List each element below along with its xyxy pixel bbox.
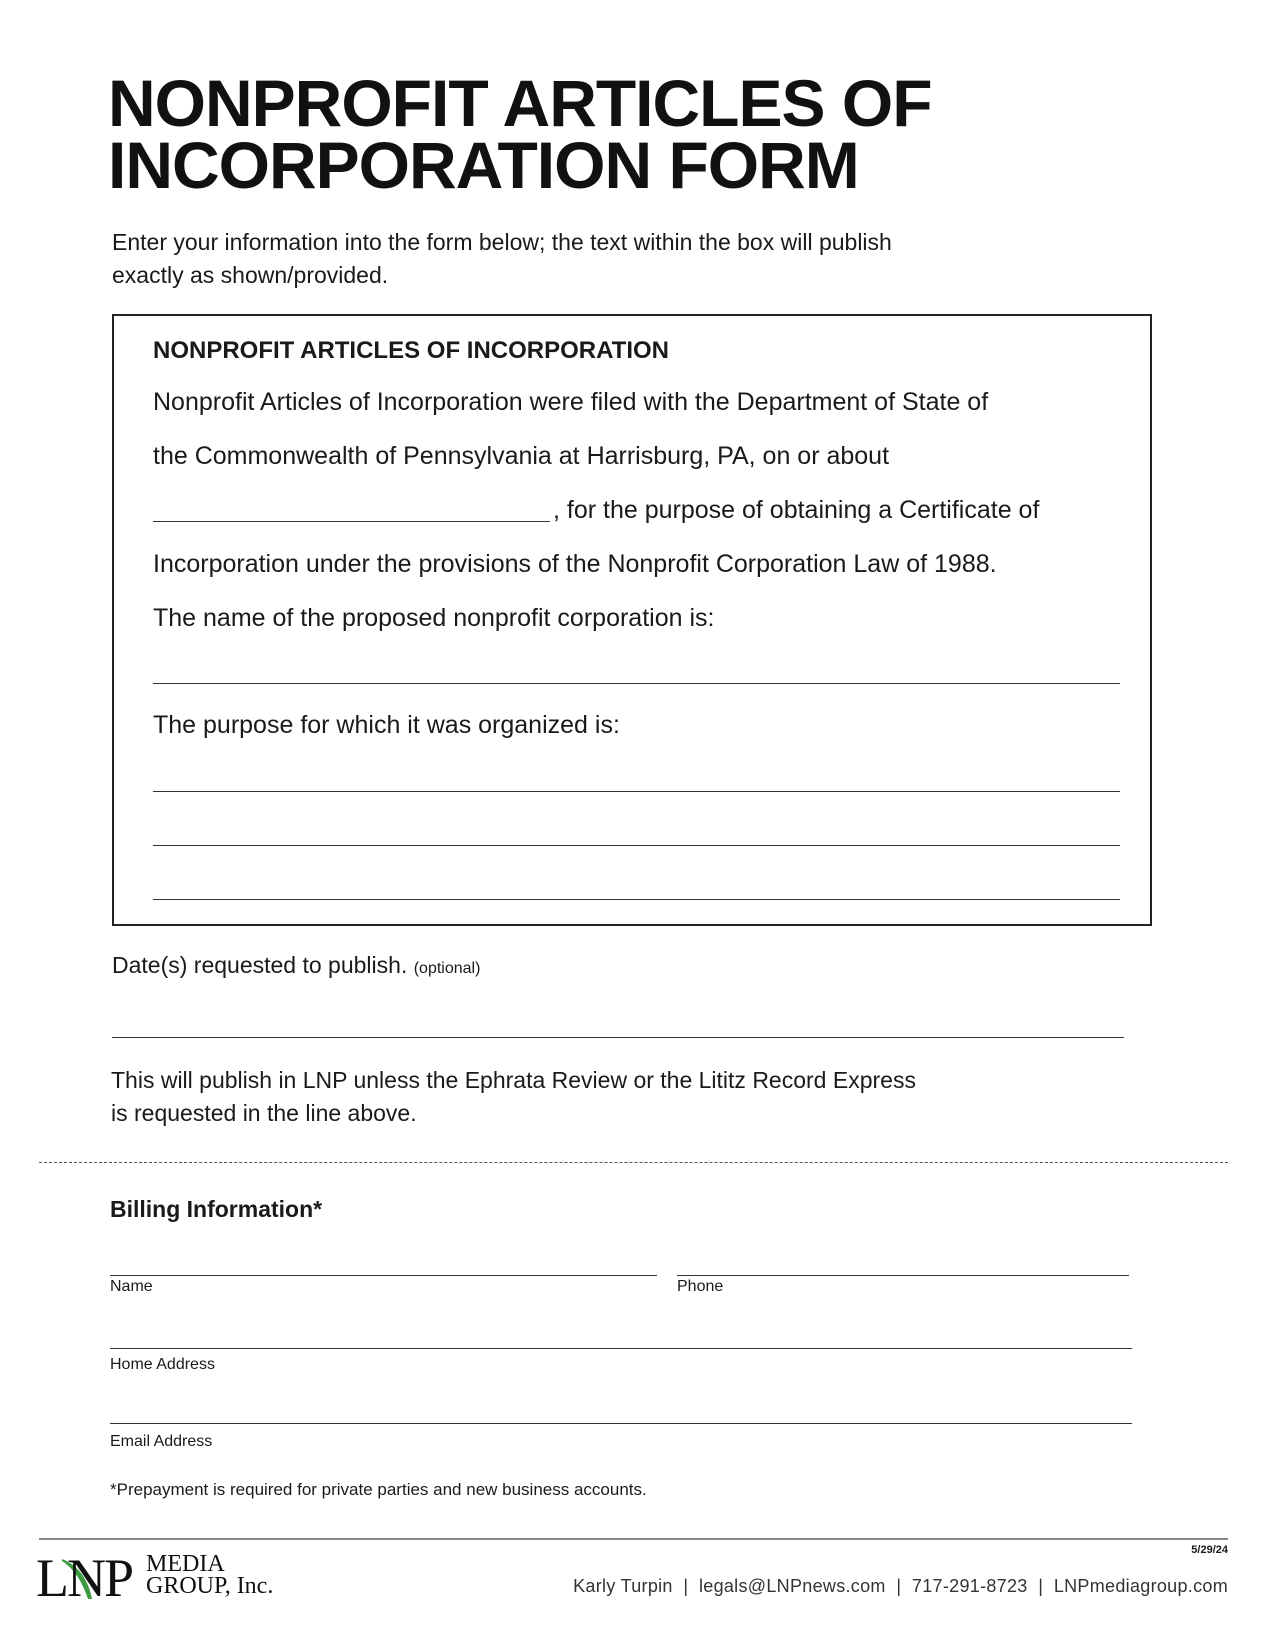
home-address-field[interactable] <box>110 1348 1132 1349</box>
logo-lnp-text: LNP <box>36 1548 133 1608</box>
name-prompt: The name of the proposed nonprofit corporation is: <box>153 604 715 632</box>
title-line: INCORPORATION FORM <box>108 128 859 202</box>
billing-heading: Billing Information* <box>110 1196 323 1222</box>
publish-note-line: This will publish in LNP unless the Ephrata Review or the Lititz Record Express <box>111 1067 916 1093</box>
intro-line: exactly as shown/provided. <box>112 262 389 288</box>
footer-contact <box>573 1576 1228 1597</box>
publish-note <box>111 1064 916 1130</box>
intro-line: Enter your information into the form below; the text within the box will publish <box>112 229 892 255</box>
box-heading: NONPROFIT ARTICLES OF INCORPORATION <box>153 337 669 364</box>
publish-note-line: is requested in the line above. <box>111 1100 417 1126</box>
footer-divider <box>39 1538 1228 1540</box>
box-line: Incorporation under the provisions of the Nonprofit Corporation Law of 1988. <box>153 550 997 578</box>
purpose-field-line-2[interactable] <box>153 845 1120 846</box>
purpose-field-line-3[interactable] <box>153 899 1120 900</box>
purpose-prompt: The purpose for which it was organized is: <box>153 711 620 739</box>
dates-field[interactable] <box>112 1037 1124 1038</box>
prepayment-note: *Prepayment is required for private parties and new business accounts. <box>110 1480 647 1499</box>
optional-tag: (optional) <box>413 960 481 977</box>
website-link[interactable]: LNPmediagroup.com <box>1053 1576 1228 1596</box>
cut-line-divider <box>39 1162 1228 1163</box>
separator: | <box>683 1576 689 1596</box>
box-line: Nonprofit Articles of Incorporation were filed with the Department of State of <box>153 388 989 416</box>
box-line: the Commonwealth of Pennsylvania at Harrisburg, PA, on or about <box>153 442 890 470</box>
email-address-label: Email Address <box>110 1433 213 1450</box>
title-line: NONPROFIT ARTICLES OF <box>108 66 932 140</box>
logo-group-text: GROUP, Inc. <box>146 1573 274 1599</box>
logo-media-text: MEDIA <box>146 1551 225 1577</box>
revision-date: 5/29/24 <box>1191 1544 1228 1556</box>
phone-label: Phone <box>677 1278 724 1295</box>
contact-phone: 717-291-8723 <box>911 1576 1028 1596</box>
name-label: Name <box>110 1278 153 1295</box>
home-address-label: Home Address <box>110 1356 215 1373</box>
box-line: , for the purpose of obtaining a Certificate of <box>553 496 1040 524</box>
billing-name-field[interactable] <box>110 1275 657 1276</box>
dates-label <box>112 952 480 979</box>
separator: | <box>1038 1576 1044 1596</box>
contact-email-link[interactable]: legals@LNPnews.com <box>698 1576 886 1596</box>
separator: | <box>896 1576 902 1596</box>
purpose-field-line-1[interactable] <box>153 791 1120 792</box>
page-title <box>108 66 932 202</box>
dates-label-text: Date(s) requested to publish. <box>112 952 408 978</box>
intro-text <box>112 226 892 292</box>
email-address-field[interactable] <box>110 1423 1132 1424</box>
corporation-name-field[interactable] <box>153 683 1120 684</box>
contact-name: Karly Turpin <box>573 1576 673 1596</box>
billing-phone-field[interactable] <box>677 1275 1129 1276</box>
filing-date-field[interactable] <box>153 521 550 522</box>
